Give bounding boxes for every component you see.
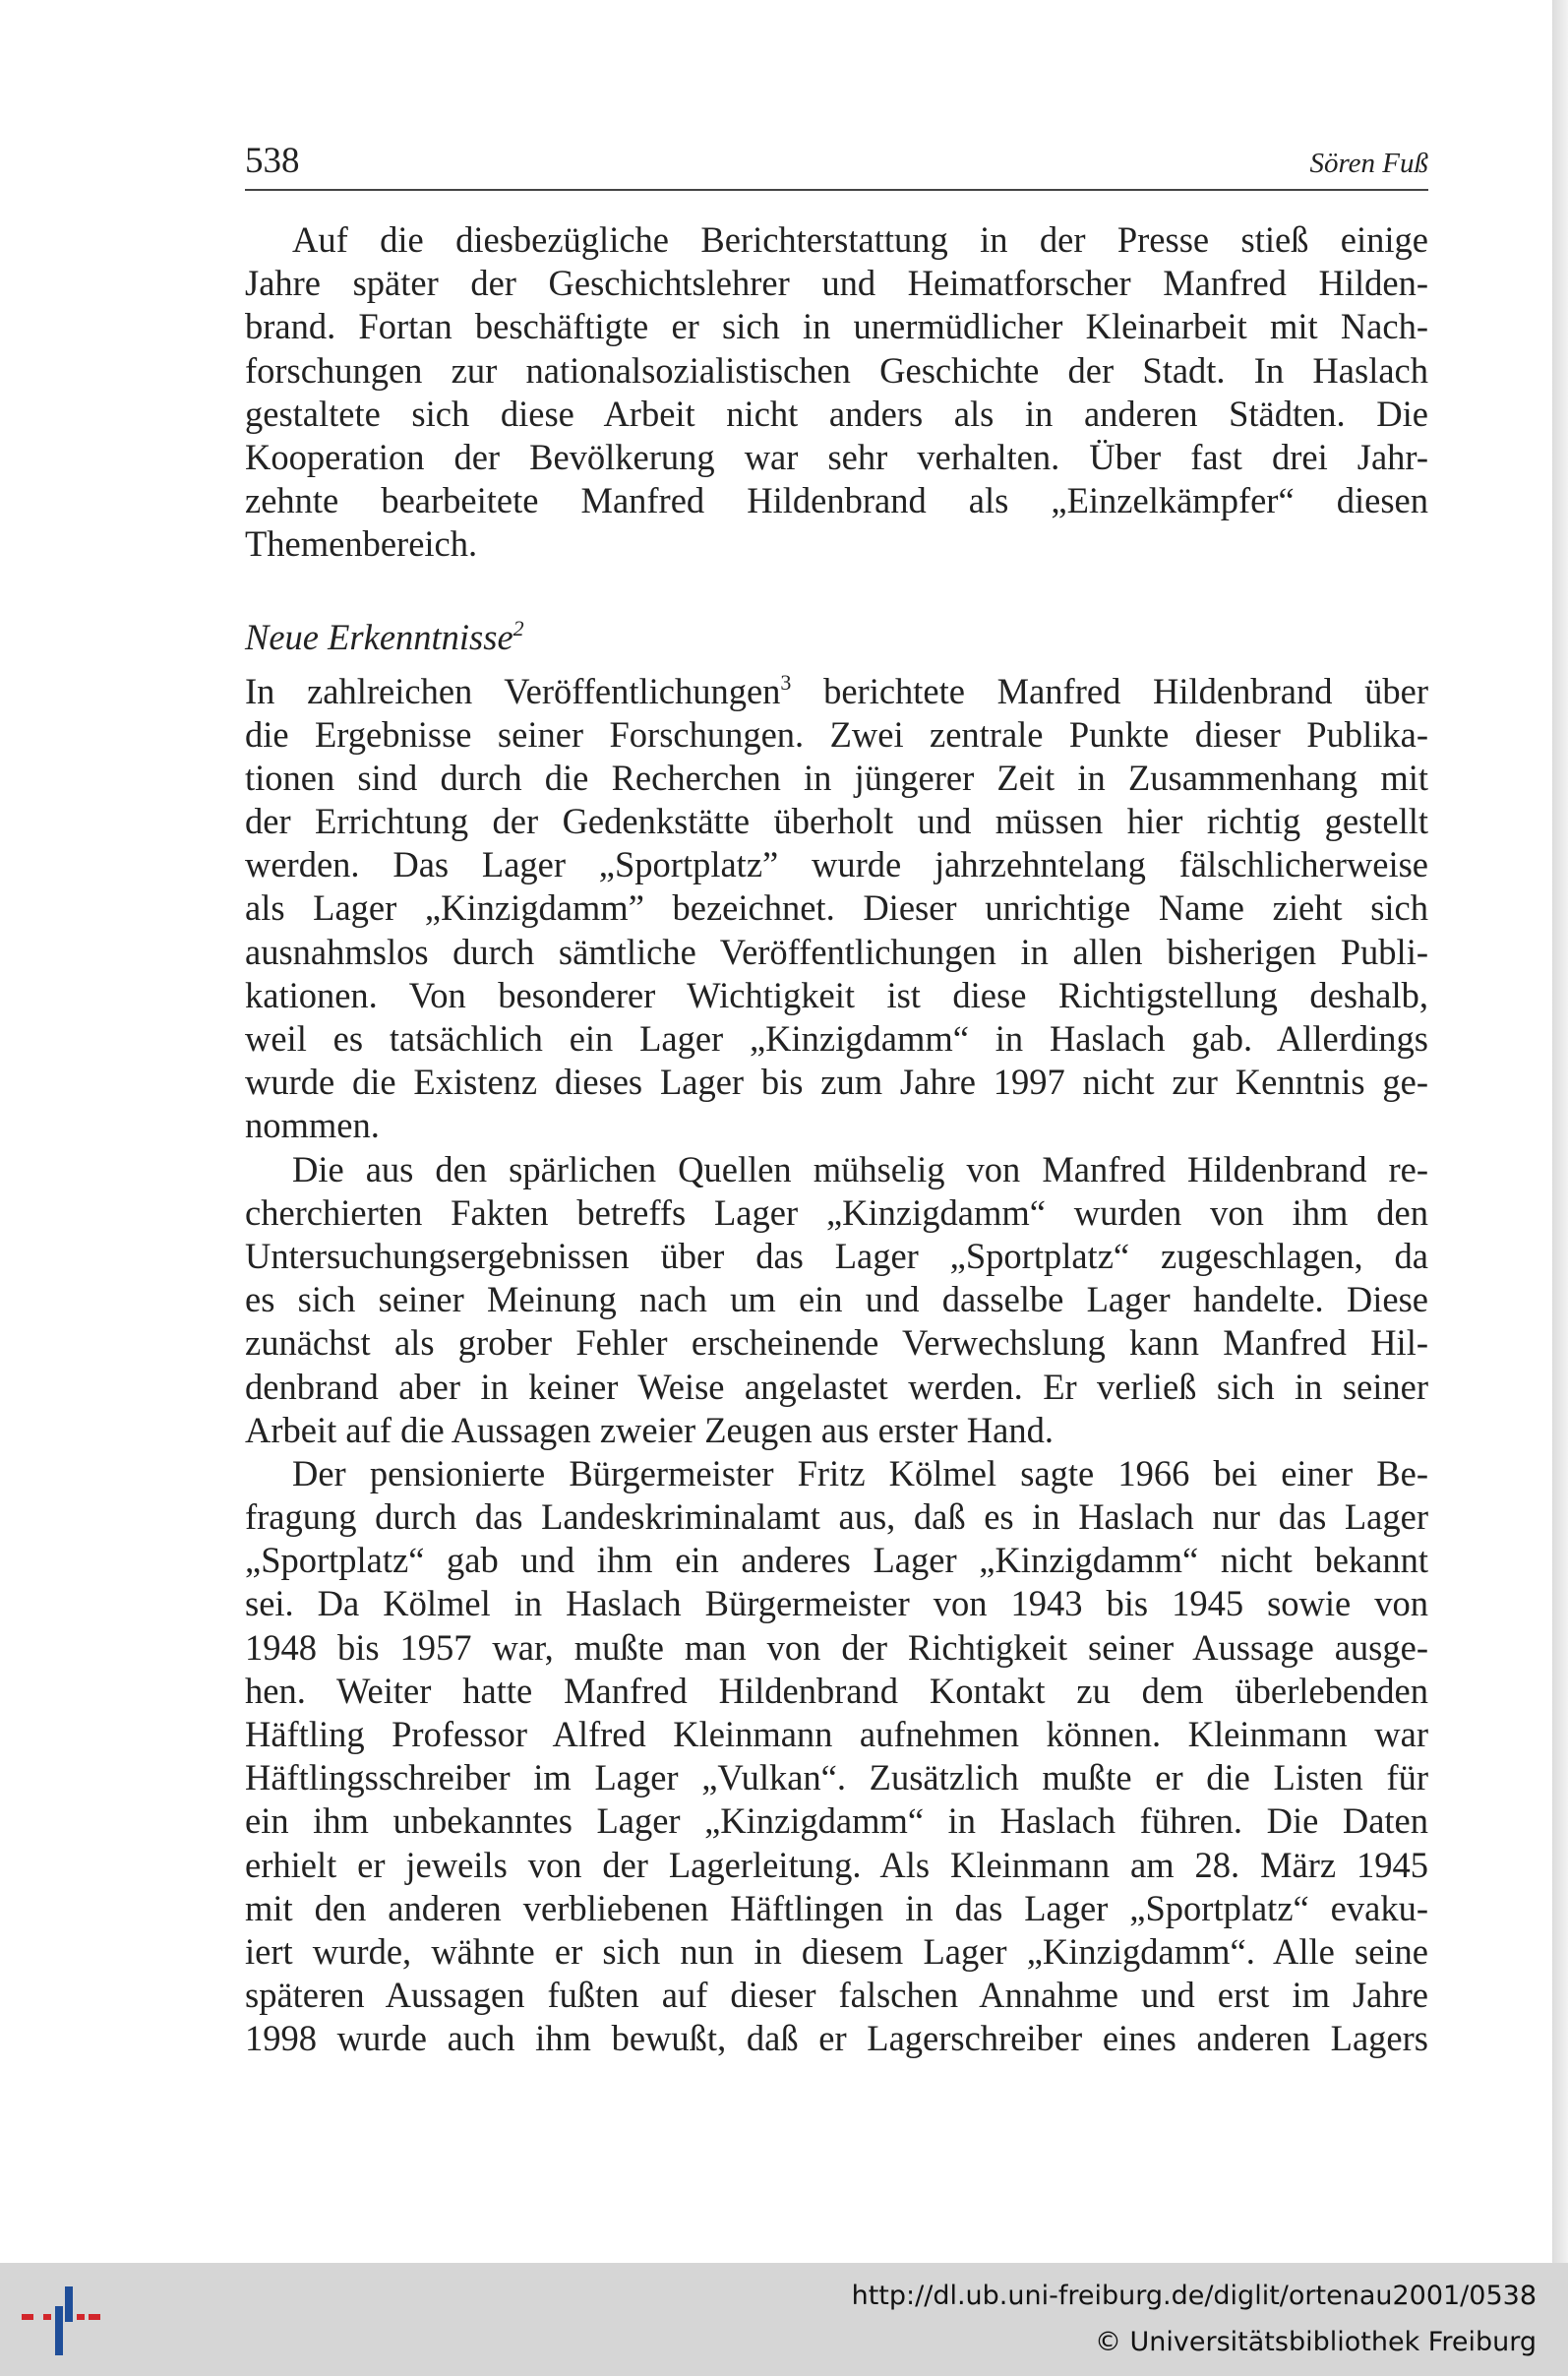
text-line: kationen. Von besonderer Wichtigkeit ist diese Richtigstellung deshalb,	[245, 974, 1428, 1015]
text-line: „Sportplatz“ gab und ihm ein anderes Lager „Kinzigdamm“ nicht bekannt	[245, 1540, 1428, 1581]
text-line: als Lager „Kinzigdamm” bezeichnet. Dieser unrichtige Name zieht sich	[245, 887, 1428, 929]
text-line: Kooperation der Bevölkerung war sehr verhalten. Über fast drei Jahr-	[245, 436, 1428, 477]
text-line	[245, 670, 1428, 713]
page-number: 538	[245, 141, 300, 181]
text-line: brand. Fortan beschäftigte er sich in unermüdlicher Kleinarbeit mit Nach-	[245, 306, 1428, 347]
text-line: Der pensionierte Bürgermeister Fritz Kölmel sagte 1966 bei einer Be-	[292, 1452, 1428, 1493]
text-line: zunächst als grober Fehler erscheinende Verwechslung kann Manfred Hil-	[245, 1322, 1428, 1364]
text-line: die Ergebnisse seiner Forschungen. Zwei zentrale Punkte dieser Publika-	[245, 713, 1428, 755]
text-line: Auf die diesbezügliche Berichterstattung in der Presse stieß einige	[292, 219, 1428, 260]
text-line: wurde die Existenz dieses Lager bis zum Jahre 1997 nicht zur Kenntnis ge-	[245, 1062, 1428, 1103]
paragraph-2	[245, 670, 1428, 1148]
text-line: Jahre später der Geschichtslehrer und Heimatforscher Manfred Hilden-	[245, 263, 1428, 304]
running-head-author: Sören Fuß	[1309, 148, 1428, 179]
text-line: späteren Aussagen fußten auf dieser falschen Annahme und erst im Jahre	[245, 1975, 1428, 2016]
text-line: forschungen zur nationalsozialistischen Geschichte der Stadt. In Haslach	[245, 349, 1428, 391]
copyright-notice: © Universitätsbibliothek Freiburg	[1094, 2327, 1537, 2357]
text-line: ein ihm unbekanntes Lager „Kinzigdamm“ in Haslach führen. Die Daten	[245, 1800, 1428, 1842]
section-heading	[245, 616, 1428, 659]
page-edge	[1552, 0, 1568, 2263]
paragraph-1	[245, 218, 1428, 567]
page-body	[245, 218, 1428, 2061]
text-line: Themenbereich.	[245, 523, 478, 565]
text-line: gestaltete sich diese Arbeit nicht anders als in anderen Städten. Die	[245, 393, 1428, 434]
text-line: Arbeit auf die Aussagen zweier Zeugen aus erster Hand.	[245, 1409, 1054, 1450]
text-line: erhielt er jeweils von der Lagerleitung. Als Kleinmann am 28. März 1945	[245, 1844, 1428, 1885]
paragraph-4	[245, 1452, 1428, 2061]
paragraph-3	[245, 1148, 1428, 1452]
text-line: Untersuchungsergebnissen über das Lager „Sportplatz“ zugeschlagen, da	[245, 1235, 1428, 1276]
text-line: zehnte bearbeitete Manfred Hildenbrand als „Einzelkämpfer“ diesen	[245, 480, 1428, 521]
text-line: 1948 bis 1957 war, mußte man von der Richtigkeit seiner Aussage ausge-	[245, 1626, 1428, 1668]
text-line: Häftlingsschreiber im Lager „Vulkan“. Zusätzlich mußte er die Listen für	[245, 1757, 1428, 1798]
text-line: es sich seiner Meinung nach um ein und dasselbe Lager handelte. Diese	[245, 1279, 1428, 1320]
text-line: ausnahmslos durch sämtliche Veröffentlichungen in allen bisherigen Publi-	[245, 931, 1428, 972]
text-line: der Errichtung der Gedenkstätte überholt und müssen hier richtig gestellt	[245, 801, 1428, 842]
text-line: 1998 wurde auch ihm bewußt, daß er Lagerschreiber eines anderen Lagers	[245, 2018, 1428, 2059]
ub-freiburg-logo-icon	[22, 2285, 102, 2357]
text-line: nommen.	[245, 1105, 380, 1146]
text-line: tionen sind durch die Recherchen in jüngerer Zeit in Zusammenhang mit	[245, 757, 1428, 798]
text-span: berichtete Manfred Hildenbrand über	[791, 670, 1428, 711]
section-heading-text: Neue Erkenntnisse	[245, 616, 513, 657]
text-line: Die aus den spärlichen Quellen mühselig von Manfred Hildenbrand re-	[292, 1148, 1428, 1189]
text-line: werden. Das Lager „Sportplatz” wurde jahrzehntelang fälschlicherweise	[245, 844, 1428, 885]
text-line: hen. Weiter hatte Manfred Hildenbrand Kontakt zu dem überlebenden	[245, 1670, 1428, 1711]
text-line: iert wurde, wähnte er sich nun in diesem Lager „Kinzigdamm“. Alle seine	[245, 1930, 1428, 1972]
text-line: fragung durch das Landeskriminalamt aus, daß es in Haslach nur das Lager	[245, 1496, 1428, 1538]
text-span: In zahlreichen Veröffentlichungen	[245, 670, 781, 711]
footnote-marker: 3	[780, 669, 792, 695]
text-line: cherchierten Fakten betreffs Lager „Kinzigdamm“ wurden von ihm den	[245, 1191, 1428, 1233]
page-header	[245, 134, 1428, 191]
text-line: mit den anderen verbliebenen Häftlingen in das Lager „Sportplatz“ evaku-	[245, 1887, 1428, 1928]
text-line: sei. Da Kölmel in Haslach Bürgermeister von 1943 bis 1945 sowie von	[245, 1583, 1428, 1624]
footnote-marker: 2	[513, 615, 524, 640]
text-line: denbrand aber in keiner Weise angelastet werden. Er verließ sich in seiner	[245, 1366, 1428, 1407]
text-line: weil es tatsächlich ein Lager „Kinzigdamm“ in Haslach gab. Allerdings	[245, 1018, 1428, 1059]
source-url-link[interactable]: http://dl.ub.uni-freiburg.de/diglit/ortenau2001/0538	[851, 2281, 1537, 2311]
text-line: Häftling Professor Alfred Kleinmann aufnehmen können. Kleinmann war	[245, 1714, 1428, 1754]
